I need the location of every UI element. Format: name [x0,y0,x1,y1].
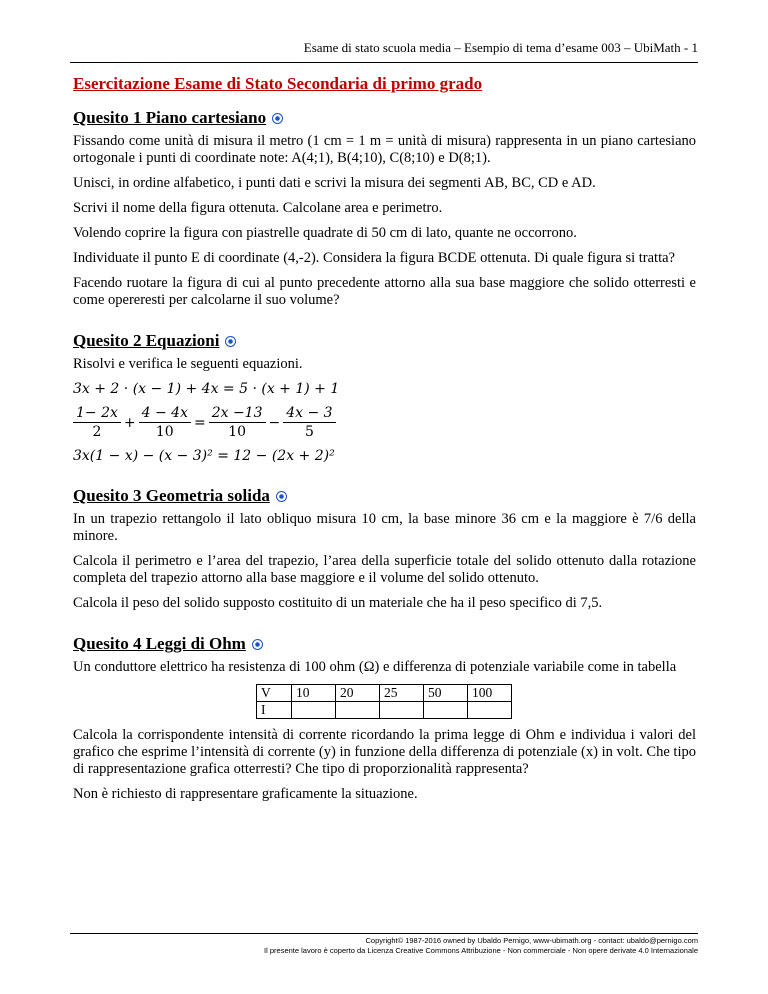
fraction-numerator: 2x −13 [209,405,266,423]
section-q2 [73,331,696,464]
section-q1 [73,108,696,309]
paragraph: Facendo ruotare la figura di cui al punto precedente attorno alla sua base maggiore che solido otterresti e come opereresti per calcolarne il suo volume? [73,275,696,308]
equation-3: 3x(1 − x) − (x − 3)² = 12 − (2x + 2)² [73,448,335,464]
paragraph: Unisci, in ordine alfabetico, i punti dati e scrivi la misura dei segmenti AB, BC, CD e AD. [73,175,596,191]
table-cell: 10 [292,685,336,702]
globe-link-icon[interactable] [272,113,283,124]
fraction [73,405,121,440]
globe-link-icon[interactable] [252,639,263,650]
section-title-q2 [73,331,696,351]
section-title-q1-text: Quesito 1 Piano cartesiano [73,108,267,127]
footer-license: Il presente lavoro è coperto da Licenza Creative Commons Attribuzione - Non commerciale - Non opere derivate 4.0 Internazionale [264,946,698,955]
table-row [257,685,512,702]
table-row-label: I [257,702,292,719]
section-title-q3-text: Quesito 3 Geometria solida [73,486,270,505]
paragraph: Calcola il perimetro e l’area del trapezio, l’area della superficie totale del solido ottenuto dalla rotazione completa del trapezio attorno alla base maggiore e il volume del solido ottenuto. [73,553,696,586]
fraction-denominator: 10 [228,424,247,440]
section-title-q4 [73,634,696,654]
paragraph: Risolvi e verifica le seguenti equazioni. [73,356,303,372]
fraction-denominator: 5 [304,424,314,440]
globe-link-icon[interactable] [225,336,236,347]
fraction [209,405,266,440]
table-cell [380,702,424,719]
paragraph: Calcola il peso del solido supposto costituito di un materiale che ha il peso specifico di 7,5. [73,595,603,611]
fraction-numerator: 1− 2x [73,405,121,423]
page-footer [70,933,698,956]
equation-1: 3x + 2 · (x − 1) + 4x = 5 · (x + 1) + 1 [73,381,340,397]
table-cell: 50 [424,685,468,702]
paragraph: Fissando come unità di misura il metro (1 cm = 1 m = unità di misura) rappresenta in un piano cartesiano ortogonale i punti di coordinate note: A(4;1), B(4;10), C(8;10) e D(8;1). [73,133,696,166]
fraction-numerator: 4x − 3 [283,405,335,423]
table-cell [468,702,512,719]
table-cell [336,702,380,719]
globe-link-icon[interactable] [276,491,287,502]
section-title-q4-text: Quesito 4 Leggi di Ohm [73,634,246,653]
fraction-denominator: 2 [92,424,102,440]
fraction-denominator: 10 [155,424,174,440]
operator: + [123,414,136,431]
section-title-q1 [73,108,696,128]
section-q3 [73,486,696,612]
table-row-label: V [257,685,292,702]
section-title-q2-text: Quesito 2 Equazioni [73,331,220,350]
paragraph: Calcola la corrispondente intensità di corrente ricordando la prima legge di Ohm e individua i valori del grafico che esprime l’intensità di corrente (y) in funzione della differenza di potenziale (x) in volt. Che tipo di rappresentazione grafica otterresti? Che tipo di proporzionalità rappresenta? [73,727,696,777]
section-title-q3 [73,486,696,506]
document-body [73,108,696,825]
footer-copyright: Copyright© 1987-2016 owned by Ubaldo Pernigo, www-ubimath.org - contact: ubaldo@pernigo.com [365,936,698,945]
paragraph: Individuate il punto E di coordinate (4,-2). Considera la figura BCDE ottenuta. Di quale figura si tratta? [73,250,675,266]
paragraph: Non è richiesto di rappresentare graficamente la situazione. [73,786,418,802]
ohm-table [256,684,512,719]
table-row [257,702,512,719]
paragraph: Scrivi il nome della figura ottenuta. Calcolane area e perimetro. [73,200,443,216]
table-cell: 20 [336,685,380,702]
paragraph: Un conduttore elettrico ha resistenza di 100 ohm (Ω) e differenza di potenziale variabile come in tabella [73,659,677,675]
table-cell: 100 [468,685,512,702]
fraction [139,405,191,440]
page-header: Esame di stato scuola media – Esempio di tema d’esame 003 – UbiMath - 1 [70,40,698,63]
operator: = [193,414,206,431]
fraction [283,405,335,440]
table-cell [292,702,336,719]
paragraph: In un trapezio rettangolo il lato obliquo misura 10 cm, la base minore 36 cm e la maggiore è 7/6 della minore. [73,511,696,544]
document-title: Esercitazione Esame di Stato Secondaria di primo grado [73,74,483,93]
table-cell: 25 [380,685,424,702]
table-cell [424,702,468,719]
fraction-numerator: 4 − 4x [139,405,191,423]
section-q4 [73,634,696,803]
equation-2 [73,405,696,440]
operator: − [268,414,281,431]
paragraph: Volendo coprire la figura con piastrelle quadrate di 50 cm di lato, quante ne occorrono. [73,225,577,241]
